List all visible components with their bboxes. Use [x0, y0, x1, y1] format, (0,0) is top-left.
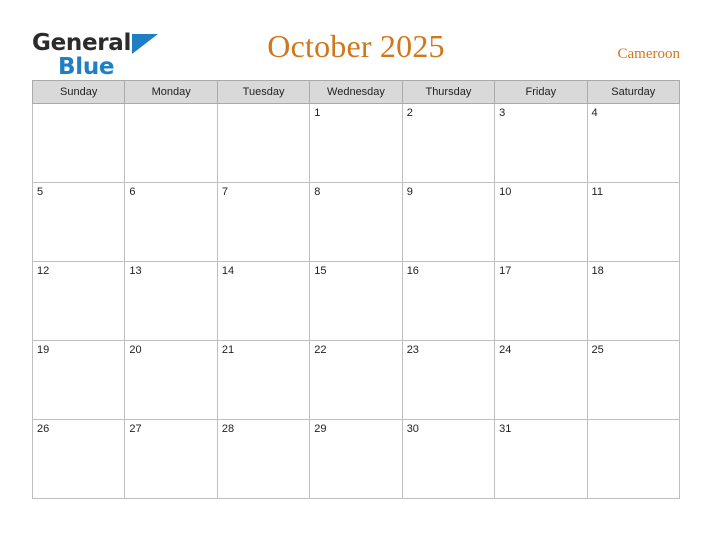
day-cell[interactable] [125, 104, 217, 183]
day-cell[interactable] [125, 262, 217, 341]
day-cell[interactable] [310, 341, 402, 420]
page-title: October 2025 [267, 28, 445, 64]
day-cell[interactable] [217, 104, 309, 183]
day-number: 29 [314, 423, 327, 435]
day-number: 26 [37, 423, 50, 435]
weekday-header-friday: Friday [495, 81, 587, 104]
day-number: 23 [406, 344, 419, 356]
day-cell[interactable] [495, 341, 587, 420]
day-number: 10 [499, 186, 512, 198]
day-cell[interactable] [33, 262, 125, 341]
day-number: 31 [499, 423, 512, 435]
day-number: 4 [591, 107, 598, 119]
country-label: Cameroon [617, 46, 680, 62]
day-cell[interactable] [33, 104, 125, 183]
weekday-header-monday: Monday [125, 81, 217, 104]
day-number: 17 [499, 265, 512, 277]
calendar-grid [32, 80, 680, 499]
day-cell[interactable] [587, 183, 679, 262]
day-cell[interactable] [125, 183, 217, 262]
day-cell[interactable] [402, 341, 494, 420]
day-number: 20 [129, 344, 142, 356]
page-header [32, 28, 680, 80]
logo-text-general: General [32, 30, 132, 56]
day-number: 19 [37, 344, 50, 356]
calendar-week-row [33, 104, 680, 183]
day-cell[interactable] [217, 420, 309, 499]
day-number: 21 [221, 344, 235, 356]
day-number: 27 [129, 423, 142, 435]
calendar-week-row [33, 420, 680, 499]
day-cell[interactable] [217, 341, 309, 420]
day-number: 25 [591, 344, 604, 356]
day-cell[interactable] [33, 420, 125, 499]
day-cell[interactable] [402, 262, 494, 341]
day-cell[interactable] [310, 183, 402, 262]
weekday-header-sunday: Sunday [33, 81, 125, 104]
day-number: 9 [406, 186, 413, 198]
day-cell[interactable] [587, 104, 679, 183]
day-cell[interactable] [495, 104, 587, 183]
day-number: 22 [314, 344, 327, 356]
day-cell[interactable] [587, 262, 679, 341]
day-number: 2 [406, 107, 413, 119]
day-cell[interactable] [310, 420, 402, 499]
weekday-header-thursday: Thursday [402, 81, 494, 104]
day-number: 3 [499, 107, 506, 119]
day-number: 16 [406, 265, 419, 277]
day-number: 30 [406, 423, 419, 435]
day-cell[interactable] [125, 341, 217, 420]
day-number: 18 [591, 265, 604, 277]
day-cell[interactable] [33, 341, 125, 420]
day-number: 8 [314, 186, 321, 198]
day-cell[interactable] [217, 183, 309, 262]
day-number: 7 [221, 186, 228, 198]
day-cell[interactable] [125, 420, 217, 499]
weekday-header-saturday: Saturday [587, 81, 679, 104]
weekday-header-row [33, 81, 680, 104]
weekday-header-tuesday: Tuesday [217, 81, 309, 104]
calendar-week-row [33, 341, 680, 420]
day-number: 5 [37, 186, 44, 198]
day-cell[interactable] [587, 341, 679, 420]
day-number: 11 [591, 186, 603, 198]
day-number: 15 [314, 265, 327, 277]
day-number: 24 [499, 344, 512, 356]
day-cell[interactable] [495, 262, 587, 341]
logo-text-blue: Blue [58, 54, 115, 80]
calendar-week-row [33, 262, 680, 341]
day-number: 28 [221, 423, 235, 435]
day-number: 13 [129, 265, 142, 277]
day-cell[interactable] [33, 183, 125, 262]
day-number: 14 [221, 265, 235, 277]
day-number: 1 [314, 107, 321, 119]
day-cell[interactable] [495, 420, 587, 499]
day-cell[interactable] [587, 420, 679, 499]
day-cell[interactable] [402, 420, 494, 499]
day-cell[interactable] [495, 183, 587, 262]
calendar-week-row [33, 183, 680, 262]
day-number: 6 [129, 186, 136, 198]
day-cell[interactable] [402, 104, 494, 183]
day-cell[interactable] [310, 262, 402, 341]
day-cell[interactable] [310, 104, 402, 183]
day-number: 12 [37, 265, 50, 277]
weekday-header-wednesday: Wednesday [310, 81, 402, 104]
day-cell[interactable] [217, 262, 309, 341]
day-cell[interactable] [402, 183, 494, 262]
